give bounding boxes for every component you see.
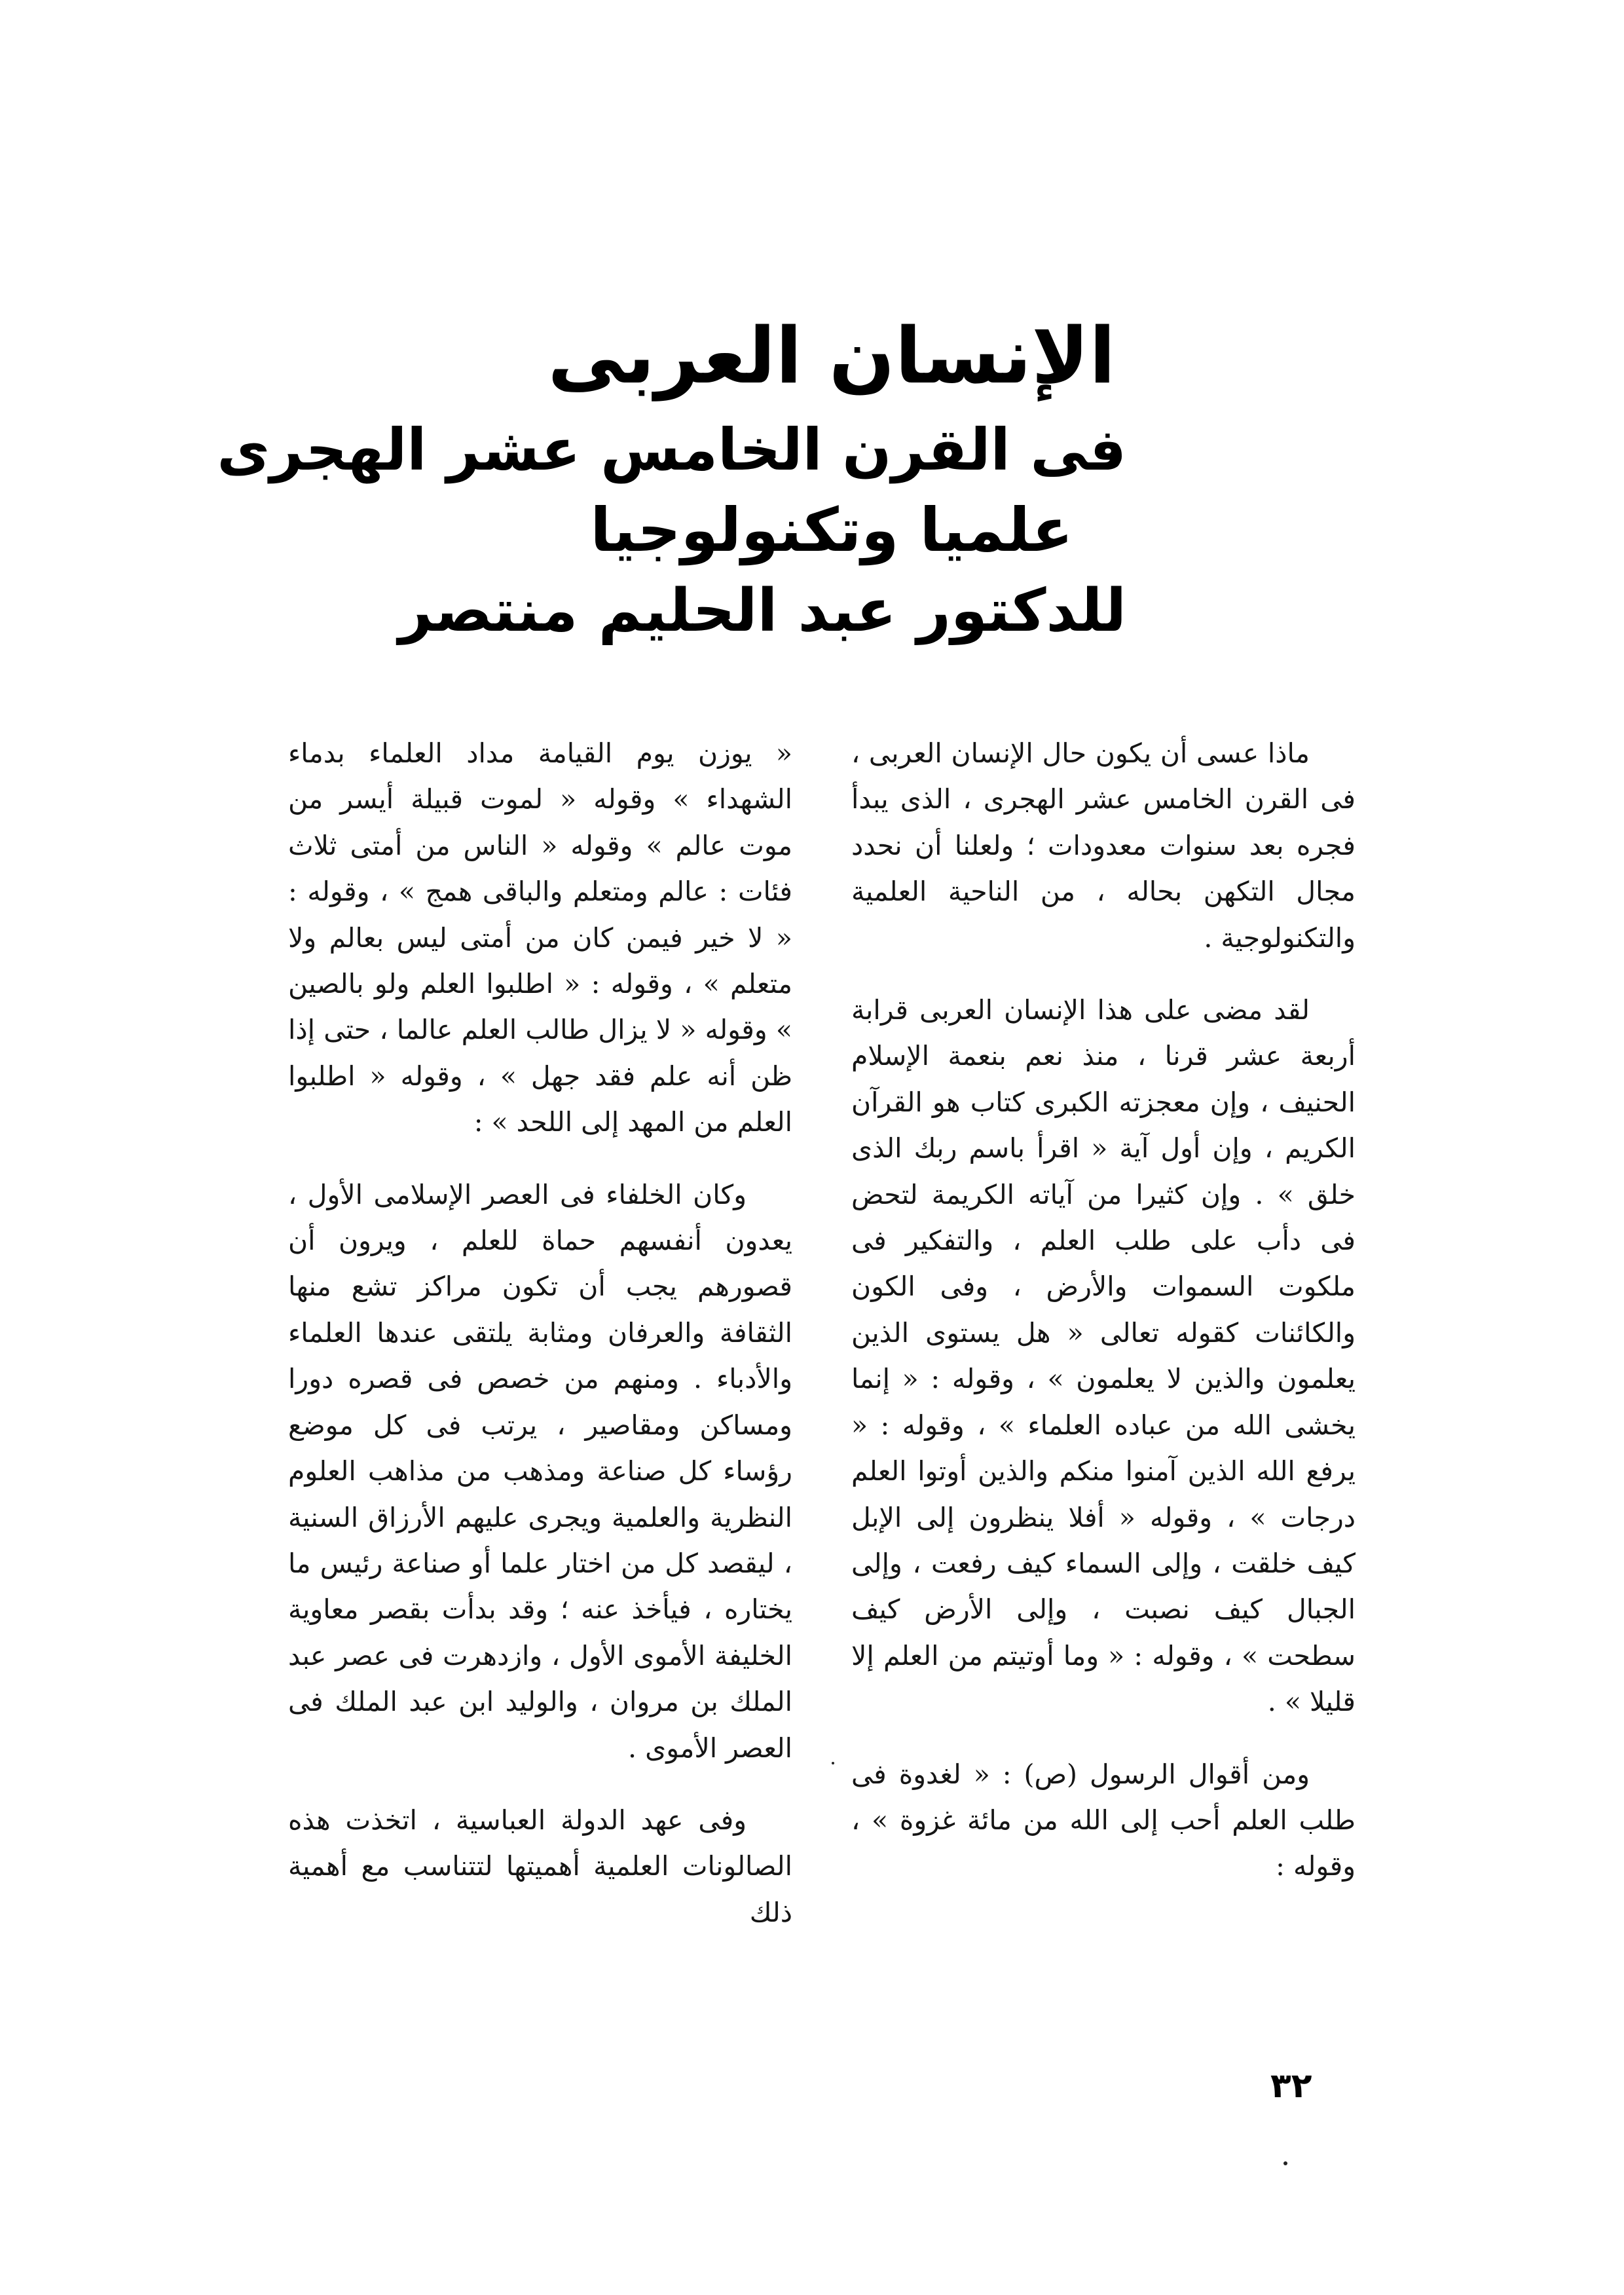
right-column bbox=[851, 730, 1356, 1890]
paragraph: وفى عهد الدولة العباسية ، اتخذت هذه الصالونات العلمية أهميتها لتتناسب مع أهمية ذلك bbox=[288, 1804, 792, 1928]
article-subtitle-2: علميا وتكنولوجيا bbox=[590, 494, 1073, 565]
paragraph: ماذا عسى أن يكون حال الإنسان العربى ، فى القرن الخامس عشر الهجرى ، الذى يبدأ فجره بعد سنوات معدودات ؛ ولعلنا أن نحدد مجال التكهن بحاله ، من الناحية العلمية والتكنولوجية . bbox=[851, 737, 1356, 954]
paragraph: لقد مضى على هذا الإنسان العربى قرابة أربعة عشر قرنا ، منذ نعم بنعمة الإسلام الحنيف ، وإن معجزته الكبرى كتاب هو القرآن الكريم ، وإن أول آية « اقرأ باسم ربك الذى خلق » . وإن كثيرا من آياته الكريمة لتحض فى دأب على طلب العلم ، والتفكير فى ملكوت السموات والأرض ، وفى الكون والكائنات كقوله تعالى « هل يستوى الذين يعلمون والذين لا يعلمون » ، وقوله : « إنما يخشى الله من عباده العلماء » ، وقوله : « يرفع الله الذين آمنوا منكم والذين أوتوا العلم درجات » ، وقوله « أفلا ينظرون إلى الإبل كيف خلقت ، وإلى السماء كيف رفعت ، وإلى الجبال كيف نصبت ، وإلى الأرض كيف سطحت » ، وقوله : « وما أوتيتم من العلم إلا قليلا » . bbox=[851, 994, 1356, 1718]
paragraph: ومن أقوال الرسول (ص) : « لغدوة فى طلب العلم أحب إلى الله من مائة غزوة » ، وقوله : bbox=[851, 1758, 1356, 1882]
print-speck bbox=[832, 1762, 834, 1764]
left-column bbox=[288, 730, 792, 1935]
article-subtitle: فى القرن الخامس عشر الهجرى bbox=[217, 415, 1126, 483]
paragraph: وكان الخلفاء فى العصر الإسلامى الأول ، يعدون أنفسهم حماة للعلم ، ويرون أن قصورهم يجب أن تكون مراكز تشع منها الثقافة والعرفان ومثابة يلتقى عندها العلماء والأدباء . ومنهم من خصص فى قصره دورا ومساكن ومقاصير ، يرتب فى كل موضع رؤساء كل صناعة ومذهب من مذاهب العلوم النظرية والعلمية ويجرى عليهم الأرزاق السنية ، ليقصد كل من اختار علما أو صناعة رئيس ما يختاره ، فيأخذ عنه ؛ وقد بدأت بقصر معاوية الخليفة الأموى الأول ، وازدهرت فى عصر عبد الملك بن مروان ، والوليد ابن عبد الملك فى العصر الأموى . bbox=[288, 1178, 792, 1764]
article-title: الإنسان العربى bbox=[547, 310, 1116, 401]
title-block bbox=[217, 308, 1126, 648]
article-author: للدكتور عبد الحليم منتصر bbox=[398, 576, 1126, 645]
print-speck bbox=[1283, 2161, 1287, 2165]
page-number: ٣٢ bbox=[1270, 2066, 1312, 2106]
paragraph: « يوزن يوم القيامة مداد العلماء بدماء الشهداء » وقوله « لموت قبيلة أيسر من موت عالم » وقوله « الناس من أمتى ثلاث فئات : عالم ومتعلم والباقى همج » ، وقوله : « لا خير فيمن كان من أمتى ليس بعالم ولا متعلم » ، وقوله : « اطلبوا العلم ولو بالصين » وقوله « لا يزال طالب العلم عالما ، حتى إذا ظن أنه علم فقد جهل » ، وقوله « اطلبوا العلم من المهد إلى اللحد » : bbox=[288, 737, 792, 1138]
